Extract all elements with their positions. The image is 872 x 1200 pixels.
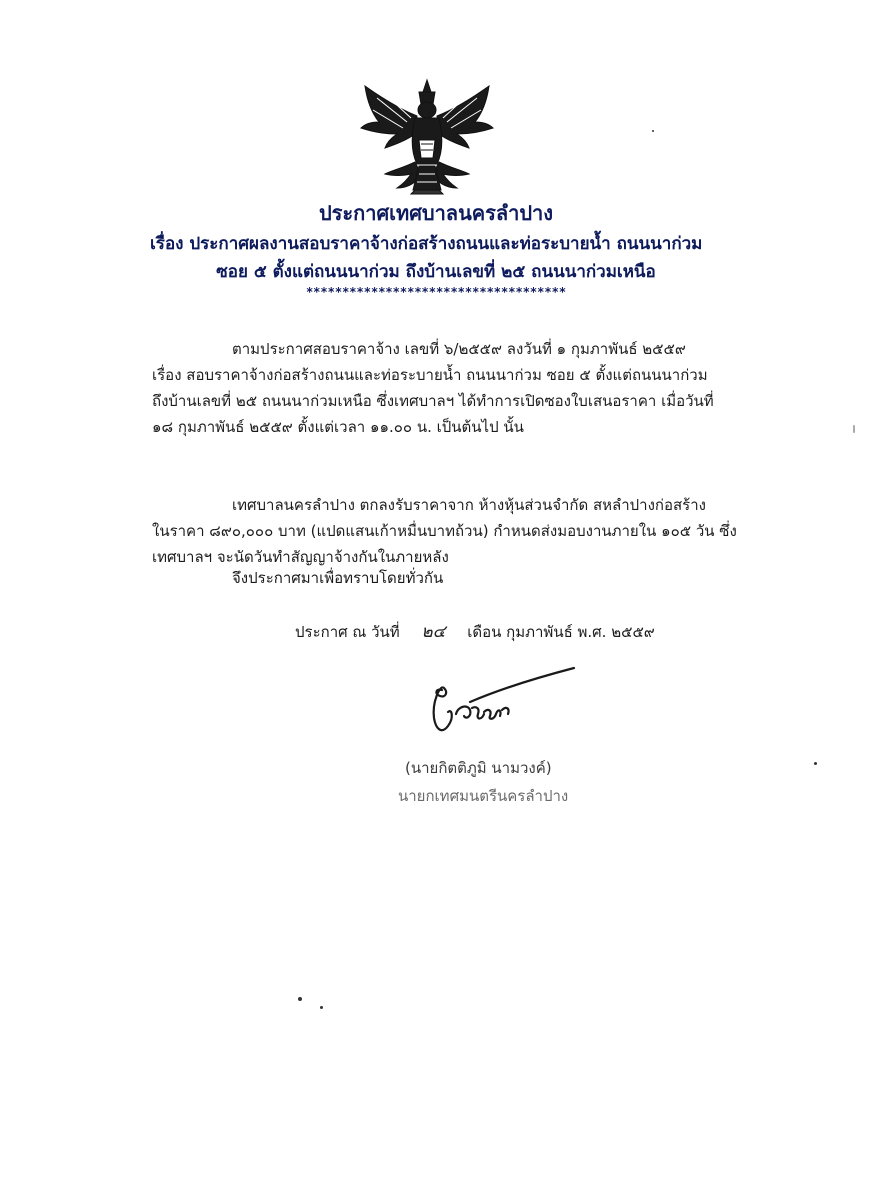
scan-speck — [853, 425, 855, 433]
scan-speck — [814, 762, 817, 765]
paragraph-1 — [152, 336, 730, 440]
scan-speck — [320, 1006, 323, 1009]
paragraph-1-line-3: ถึงบ้านเลขที่ ๒๕ ถนนนาก่วมเหนือ ซึ่งเทศบาลฯ ได้ทำการเปิดซองใบเสนอราคา เมื่อวันที่ — [152, 392, 714, 410]
paragraph-1-line-4: ๑๘ กุมภาพันธ์ ๒๕๕๙ ตั้งแต่เวลา ๑๑.๐๐ น. เป็นต้นไป นั้น — [152, 418, 524, 436]
garuda-emblem-icon — [357, 78, 497, 196]
paragraph-2-line-3: เทศบาลฯ จะนัดวันทำสัญญาจ้างกันในภายหลัง — [152, 548, 449, 566]
paragraph-2-line-2: ในราคา ๘๙๐,๐๐๐ บาท (แปดแสนเก้าหมื่นบาทถ้วน) กำหนดส่งมอบงานภายใน ๑๐๕ วัน ซึ่ง — [152, 522, 737, 540]
page-title: ประกาศเทศบาลนครลำปาง — [318, 201, 554, 225]
paragraph-1-line-2: เรื่อง สอบราคาจ้างก่อสร้างถนนและท่อระบายน้ำ ถนนนาก่วม ซอย ๕ ตั้งแต่ถนนนาก่วม — [152, 366, 708, 384]
paragraph-2-line-1: เทศบาลนครลำปาง ตกลงรับราคาจาก ห้างหุ้นส่วนจำกัด สหลำปางก่อสร้าง — [232, 496, 706, 514]
subject-line-1: เรื่อง ประกาศผลงานสอบราคาจ้างก่อสร้างถนนและท่อระบายน้ำ ถนนนาก่วม — [150, 234, 703, 254]
dateline — [295, 618, 655, 645]
subject-line-2: ซอย ๕ ตั้งแต่ถนนนาก่วม ถึงบ้านเลขที่ ๒๕ ถนนนาก่วมเหนือ — [216, 262, 656, 282]
signer-title: นายกเทศมนตรีนครลำปาง — [398, 787, 569, 805]
scan-speck — [652, 130, 654, 132]
signer-name: (นายกิตติภูมิ นามวงค์) — [405, 759, 552, 777]
paragraph-2 — [152, 492, 737, 570]
paragraph-1-line-1: ตามประกาศสอบราคาจ้าง เลขที่ ๖/๒๕๕๙ ลงวันที่ ๑ กุมภาพันธ์ ๒๕๕๙ — [232, 340, 686, 358]
dateline-suffix: เดือน กุมภาพันธ์ พ.ศ. ๒๕๕๙ — [467, 623, 655, 641]
handwritten-signature-icon — [428, 662, 578, 744]
separator: ************************************ — [305, 285, 567, 299]
scan-speck — [298, 997, 302, 1001]
dateline-prefix: ประกาศ ณ วันที่ — [295, 623, 400, 641]
closing-statement: จึงประกาศมาเพื่อทราบโดยทั่วกัน — [232, 569, 444, 587]
dateline-day: ๒๔ — [421, 622, 446, 642]
